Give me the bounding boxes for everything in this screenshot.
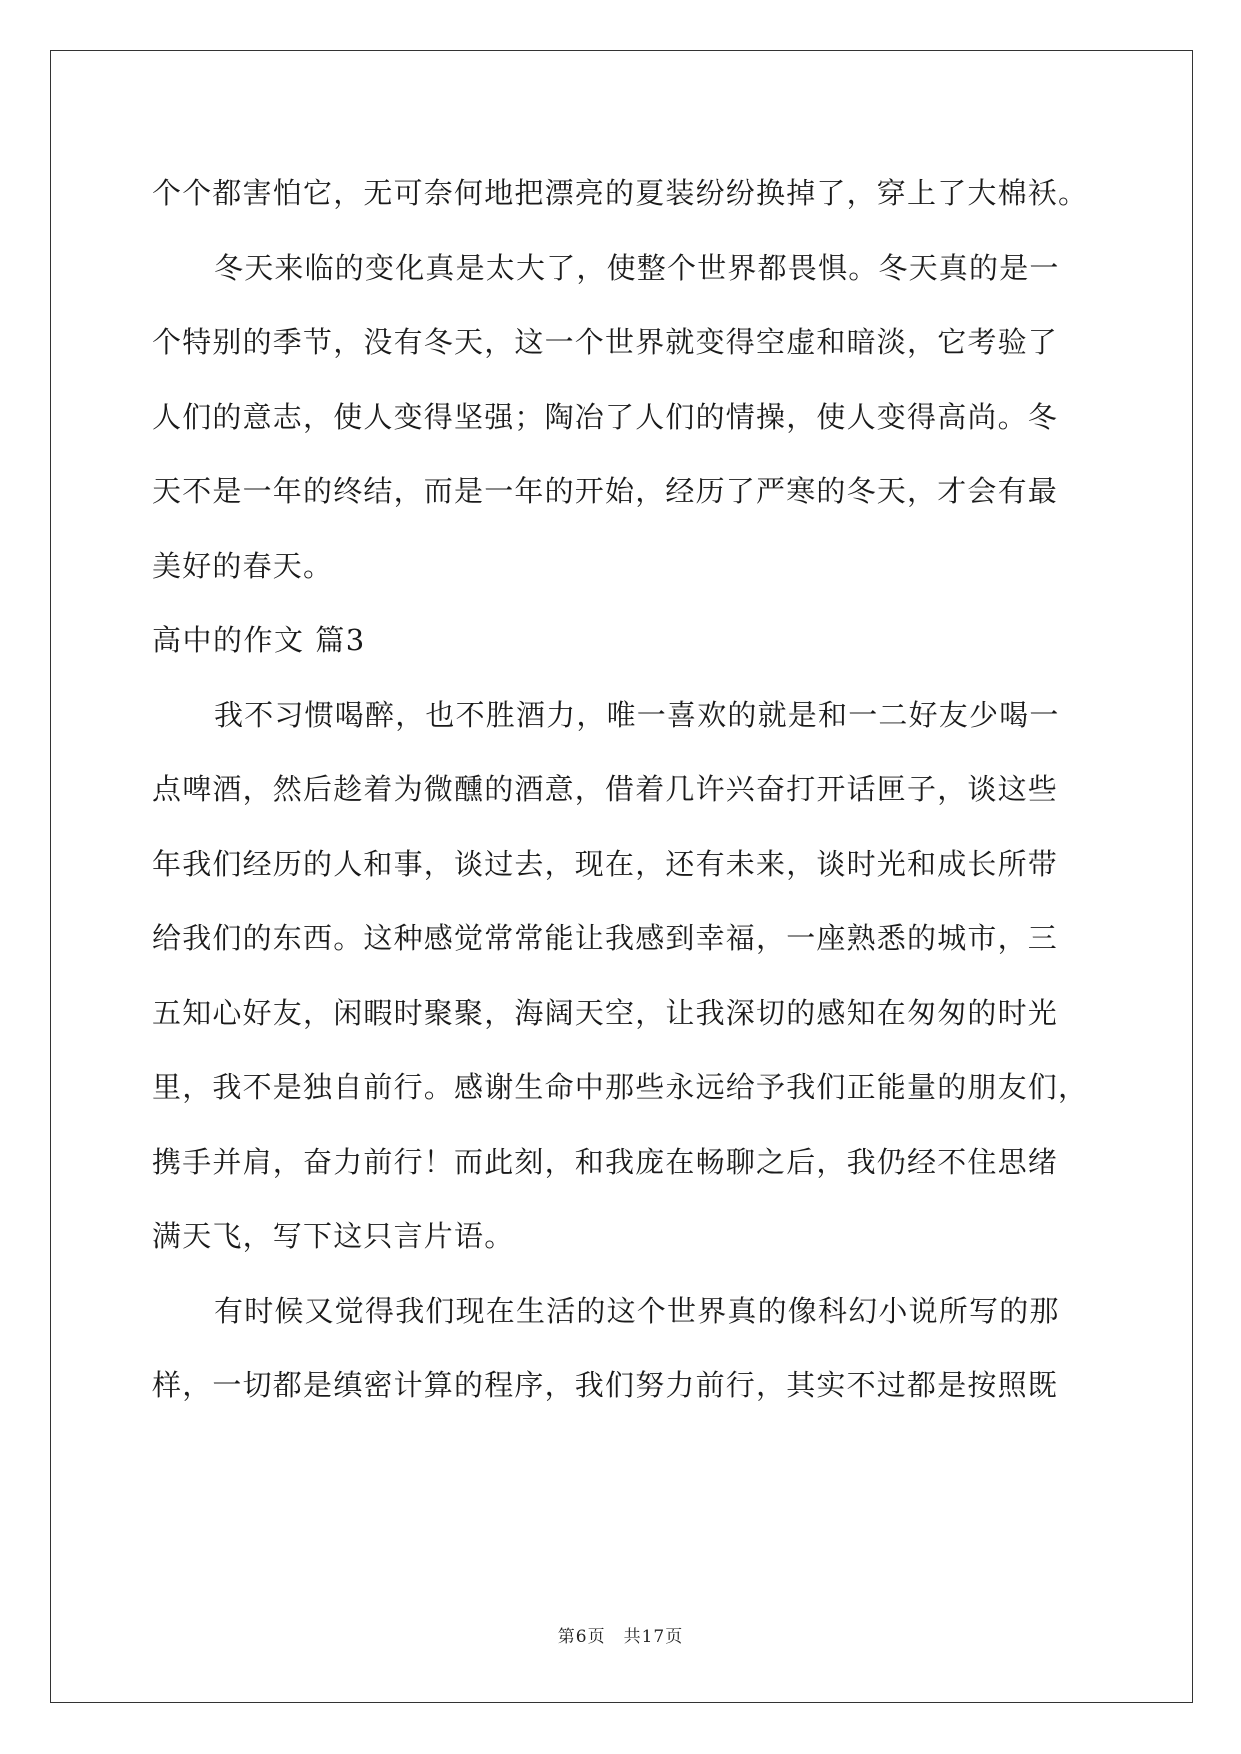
body-line: 里，我不是独自前行。感谢生命中那些永远给予我们正能量的朋友们， xyxy=(152,1070,1089,1104)
body-line: 满天飞，写下这只言片语。 xyxy=(152,1219,515,1253)
paragraph-first-line: 冬天来临的变化真是太大了，使整个世界都畏惧。冬天真的是一 xyxy=(214,251,1060,285)
page-number: 第6页 xyxy=(557,1627,606,1647)
page-footer xyxy=(0,1625,1241,1649)
body-line: 样，一切都是缜密计算的程序，我们努力前行，其实不过都是按照既 xyxy=(152,1368,1059,1402)
body-line: 点啤酒，然后趁着为微醺的酒意，借着几许兴奋打开话匣子，谈这些 xyxy=(152,772,1059,806)
body-line: 天不是一年的终结，而是一年的开始，经历了严寒的冬天，才会有最 xyxy=(152,474,1059,508)
body-line: 美好的春天。 xyxy=(152,549,334,583)
body-line: 给我们的东西。这种感觉常常能让我感到幸福，一座熟悉的城市，三 xyxy=(152,921,1059,955)
paragraph-first-line: 有时候又觉得我们现在生活的这个世界真的像科幻小说所写的那 xyxy=(214,1294,1060,1328)
body-line: 携手并肩，奋力前行！而此刻，和我庞在畅聊之后，我仍经不住思绪 xyxy=(152,1145,1059,1179)
paragraph-first-line: 我不习惯喝醉，也不胜酒力，唯一喜欢的就是和一二好友少喝一 xyxy=(214,698,1060,732)
body-line: 个特别的季节，没有冬天，这一个世界就变得空虚和暗淡，它考验了 xyxy=(152,325,1059,359)
page-total: 共17页 xyxy=(623,1627,684,1647)
body-line: 个个都害怕它，无可奈何地把漂亮的夏装纷纷换掉了，穿上了大棉袄。 xyxy=(152,176,1089,210)
body-line: 人们的意志，使人变得坚强；陶冶了人们的情操，使人变得高尚。冬 xyxy=(152,400,1059,434)
body-line: 年我们经历的人和事，谈过去，现在，还有未来，谈时光和成长所带 xyxy=(152,847,1059,881)
body-line: 五知心好友，闲暇时聚聚，海阔天空，让我深切的感知在匆匆的时光 xyxy=(152,996,1059,1030)
section-heading: 高中的作文 篇3 xyxy=(152,623,366,657)
